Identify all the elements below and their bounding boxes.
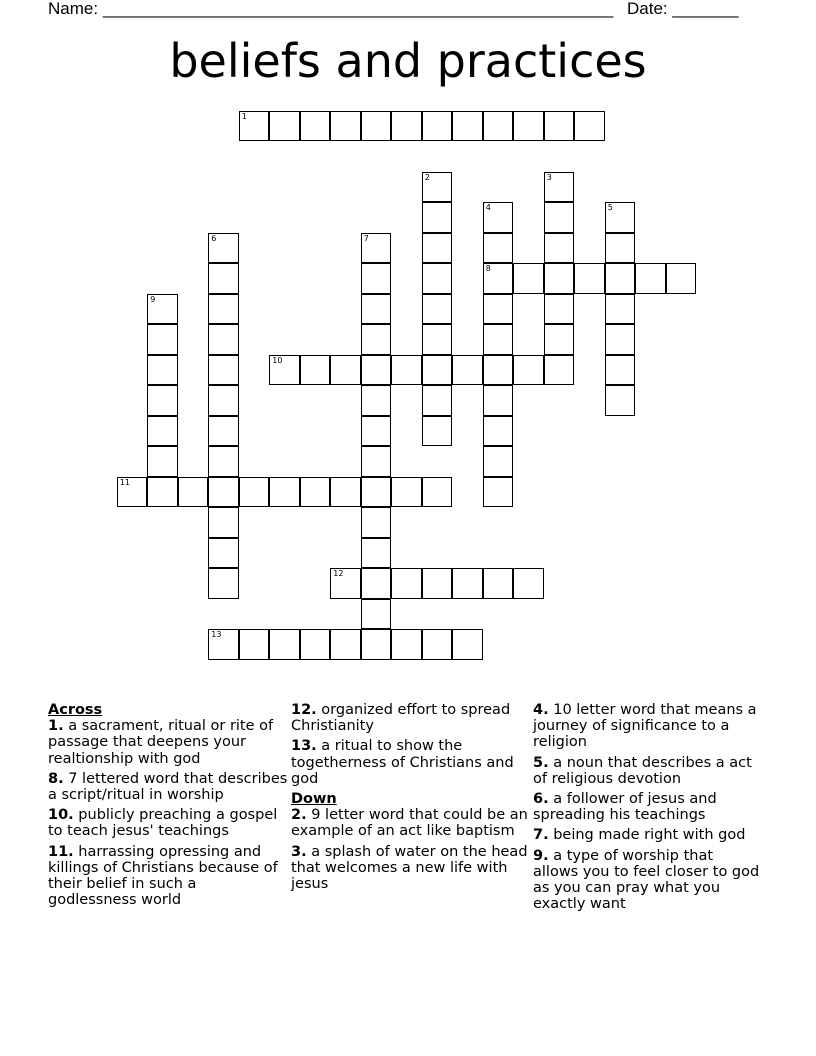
grid-cell[interactable] [361,568,392,599]
clue-down-7 [533,827,761,843]
grid-cell[interactable] [483,477,514,508]
grid-cell[interactable] [483,568,514,599]
clue-number-label: 10 [272,355,283,365]
clue-down-3 [291,844,531,893]
grid-cell[interactable] [239,477,270,508]
grid-cell[interactable] [483,233,514,264]
grid-cell[interactable] [605,355,636,386]
grid-cell[interactable] [208,507,239,538]
clue-number-label: 8 [485,264,491,274]
clue-number: 13. [291,738,317,755]
clue-across-13 [291,738,531,787]
grid-cell[interactable] [483,446,514,477]
clue-across-11 [48,844,288,909]
grid-cell[interactable] [513,568,544,599]
grid-cell[interactable] [361,111,392,142]
clue-number: 11. [48,843,74,860]
grid-cell[interactable] [147,355,178,386]
grid-cell[interactable] [422,477,453,508]
grid-cell[interactable] [391,568,422,599]
page-title: beliefs and practices [169,34,647,88]
clue-text: 9 letter word that could be an example of an act like baptism [291,807,528,840]
grid-cell[interactable] [513,263,544,294]
grid-cell[interactable] [422,233,453,264]
grid-cell[interactable] [544,111,575,142]
clue-text: a type of worship that allows you to feel closer to god as you can pray what you exactly want [533,847,760,913]
grid-cell[interactable] [208,294,239,325]
clue-number-label: 12 [333,569,344,579]
grid-cell[interactable] [117,477,148,508]
clue-number: 2. [291,807,307,824]
grid-cell[interactable] [422,416,453,447]
clue-number: 9. [533,847,549,864]
grid-cell[interactable] [300,355,331,386]
grid-cell[interactable] [422,385,453,416]
grid-cell[interactable] [361,629,392,660]
grid-cell[interactable] [574,263,605,294]
grid-cell[interactable] [361,294,392,325]
clue-number: 3. [291,843,307,860]
grid-cell[interactable] [361,507,392,538]
clue-number: 4. [533,702,549,718]
grid-cell[interactable] [361,446,392,477]
grid-cell[interactable] [605,324,636,355]
grid-cell[interactable] [239,111,270,142]
grid-cell[interactable] [147,446,178,477]
grid-cell[interactable] [330,568,361,599]
clue-number: 8. [48,770,64,787]
grid-cell[interactable] [391,355,422,386]
clue-number: 7. [533,827,549,844]
grid-cell[interactable] [208,416,239,447]
grid-cell[interactable] [330,477,361,508]
clue-number: 1. [48,718,64,735]
clue-down-6 [533,791,761,823]
grid-cell[interactable] [300,629,331,660]
grid-cell[interactable] [483,111,514,142]
date-field[interactable] [627,0,739,19]
grid-cell[interactable] [544,202,575,233]
grid-cell[interactable] [361,324,392,355]
date-label: Date: [627,0,668,18]
clue-number-label: 13 [211,630,222,640]
clue-number-label: 2 [424,172,430,182]
grid-cell[interactable] [391,477,422,508]
grid-cell[interactable] [513,355,544,386]
clue-text: harrassing opressing and killings of Christians because of their belief in such a godlessness world [48,843,278,909]
grid-cell[interactable] [605,385,636,416]
clues-column-3 [533,702,761,916]
grid-cell[interactable] [391,111,422,142]
grid-cell[interactable] [269,477,300,508]
clues-column-2 [291,702,531,896]
clue-number: 5. [533,754,549,771]
grid-cell[interactable] [605,263,636,294]
grid-cell[interactable] [147,294,178,325]
clue-number-label: 3 [546,172,552,182]
clue-text: publicly preaching a gospel to teach jesus' teachings [48,807,278,840]
grid-cell[interactable] [361,477,392,508]
clue-number: 10. [48,807,74,824]
clue-number: 12. [291,702,317,718]
grid-cell[interactable] [483,263,514,294]
grid-cell[interactable] [544,355,575,386]
clue-number-label: 1 [241,111,247,121]
clue-number-label: 11 [119,477,130,487]
clues-column-1 [48,702,288,912]
clue-text: a follower of jesus and spreading his teachings [533,791,717,824]
clue-text: being made right with god [553,827,746,844]
grid-cell[interactable] [605,294,636,325]
grid-cell[interactable] [422,568,453,599]
grid-cell[interactable] [483,355,514,386]
clue-down-2 [291,807,531,839]
clue-number-label: 4 [485,203,491,213]
grid-cell[interactable] [300,111,331,142]
clue-text: a noun that describes a act of religious devotion [533,754,752,787]
grid-cell[interactable] [635,263,666,294]
grid-cell[interactable] [422,324,453,355]
grid-cell[interactable] [361,416,392,447]
grid-cell[interactable] [544,294,575,325]
grid-cell[interactable] [422,294,453,325]
grid-cell[interactable] [483,416,514,447]
grid-cell[interactable] [544,263,575,294]
grid-cell[interactable] [452,629,483,660]
grid-cell[interactable] [361,355,392,386]
grid-cell[interactable] [666,263,697,294]
grid-cell[interactable] [208,324,239,355]
grid-cell[interactable] [208,385,239,416]
grid-cell[interactable] [208,263,239,294]
across-heading: Across [48,702,103,718]
clue-across-8 [48,771,288,803]
grid-cell[interactable] [391,629,422,660]
grid-cell[interactable] [605,233,636,264]
date-line: _______ [672,0,739,18]
clue-text: a ritual to show the togetherness of Christians and god [291,738,514,787]
grid-cell[interactable] [452,568,483,599]
clue-text: a splash of water on the head that welcomes a new life with jesus [291,843,528,893]
grid-cell[interactable] [422,202,453,233]
clue-across-1 [48,718,288,767]
grid-cell[interactable] [361,385,392,416]
grid-cell[interactable] [452,111,483,142]
name-field[interactable] [48,0,613,19]
grid-cell[interactable] [544,233,575,264]
grid-cell[interactable] [300,477,331,508]
name-label: Name: [48,0,99,18]
clue-text: a sacrament, ritual or rite of passage that deepens your realtionship with god [48,718,274,767]
grid-cell[interactable] [330,355,361,386]
grid-cell[interactable] [269,355,300,386]
grid-cell[interactable] [422,172,453,203]
clue-text: 10 letter word that means a journey of significance to a religion [533,702,757,751]
clue-across-10 [48,807,288,839]
grid-cell[interactable] [361,233,392,264]
grid-cell[interactable] [361,599,392,630]
grid-cell[interactable] [330,629,361,660]
grid-cell[interactable] [483,385,514,416]
grid-cell[interactable] [574,111,605,142]
grid-cell[interactable] [361,538,392,569]
clue-down-4 [533,702,761,751]
grid-cell[interactable] [483,202,514,233]
clue-number-label: 9 [150,294,156,304]
grid-cell[interactable] [483,294,514,325]
grid-cell[interactable] [330,111,361,142]
clue-down-5 [533,755,761,787]
clue-text: 7 lettered word that describes a script/ritual in worship [48,770,288,804]
grid-cell[interactable] [147,324,178,355]
grid-cell[interactable] [544,324,575,355]
grid-cell[interactable] [208,568,239,599]
grid-cell[interactable] [605,202,636,233]
clue-text: organized effort to spread Christianity [291,702,511,735]
grid-cell[interactable] [208,233,239,264]
clue-number-label: 7 [363,233,369,243]
clue-number-label: 5 [607,203,613,213]
grid-cell[interactable] [269,629,300,660]
name-line: ______________________________________________________ [102,0,614,18]
grid-cell[interactable] [147,416,178,447]
grid-cell[interactable] [452,355,483,386]
grid-cell[interactable] [422,111,453,142]
grid-cell[interactable] [239,629,270,660]
grid-cell[interactable] [544,172,575,203]
grid-cell[interactable] [208,477,239,508]
grid-cell[interactable] [208,446,239,477]
clue-down-9 [533,848,761,913]
clue-number-label: 6 [211,233,217,243]
grid-cell[interactable] [422,629,453,660]
grid-cell[interactable] [483,324,514,355]
grid-cell[interactable] [147,385,178,416]
grid-cell[interactable] [208,355,239,386]
clue-across-12 [291,702,531,734]
grid-cell[interactable] [208,629,239,660]
down-heading: Down [291,791,337,808]
grid-cell[interactable] [178,477,209,508]
clue-number: 6. [533,791,549,808]
grid-cell[interactable] [422,355,453,386]
grid-cell[interactable] [147,477,178,508]
grid-cell[interactable] [208,538,239,569]
grid-cell[interactable] [513,111,544,142]
grid-cell[interactable] [361,263,392,294]
grid-cell[interactable] [422,263,453,294]
grid-cell[interactable] [269,111,300,142]
